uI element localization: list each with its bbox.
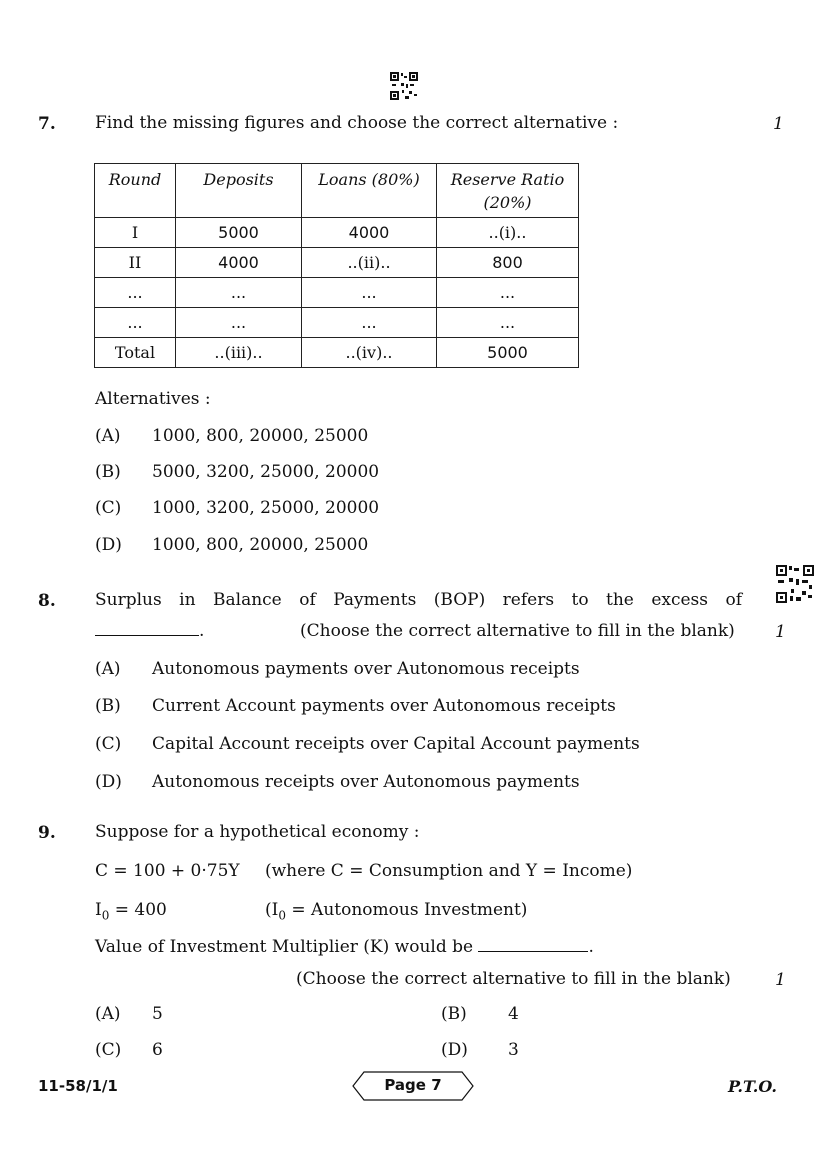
blank-line xyxy=(478,937,588,952)
table-cell: ... xyxy=(302,308,437,338)
blank-end: . xyxy=(588,937,594,957)
question-marks: 1 xyxy=(775,970,786,990)
option-label: (A) xyxy=(95,1004,121,1024)
table-cell: ... xyxy=(95,308,176,338)
table-header: Deposits xyxy=(176,164,302,218)
option-text: 1000, 800, 20000, 25000 xyxy=(152,426,369,446)
alternatives-label: Alternatives : xyxy=(95,389,211,409)
question-text: Suppose for a hypothetical economy : xyxy=(95,822,420,842)
option-label: (B) xyxy=(441,1004,467,1024)
option-text: Capital Account receipts over Capital Account payments xyxy=(152,734,640,754)
question-text xyxy=(95,590,742,610)
option-label: (C) xyxy=(95,498,122,518)
symbol: I xyxy=(95,900,102,920)
word: of xyxy=(299,590,316,610)
option-text: 1000, 3200, 25000, 20000 xyxy=(152,498,380,518)
table-cell: 5000 xyxy=(176,218,302,248)
equation-investment xyxy=(95,900,167,925)
pto-label: P.T.O. xyxy=(728,1077,777,1096)
data-table xyxy=(94,163,579,368)
page-number-badge xyxy=(352,1071,474,1101)
table-cell: ... xyxy=(176,278,302,308)
table-row xyxy=(95,278,579,308)
word: of xyxy=(725,590,742,610)
qr-code-top xyxy=(390,72,418,100)
option-label: (C) xyxy=(95,734,122,754)
table-cell: II xyxy=(95,248,176,278)
table-header: Round xyxy=(95,164,176,218)
question-text: Find the missing figures and choose the correct alternative : xyxy=(95,113,619,133)
subscript: 0 xyxy=(278,908,286,923)
table-cell: 800 xyxy=(437,248,579,278)
question-number: 8. xyxy=(38,591,56,611)
equation-note xyxy=(265,900,527,925)
table-cell: ... xyxy=(302,278,437,308)
table-cell: ... xyxy=(95,278,176,308)
option-label: (B) xyxy=(95,696,121,716)
word: excess xyxy=(651,590,709,610)
table-row xyxy=(95,248,579,278)
word: Balance xyxy=(213,590,282,610)
question-marks: 1 xyxy=(775,622,786,642)
option-text: 3 xyxy=(508,1040,519,1060)
option-text: 4 xyxy=(508,1004,519,1024)
question-marks: 1 xyxy=(773,114,784,134)
option-label: (D) xyxy=(95,535,122,555)
blank-line xyxy=(95,621,199,636)
question-text xyxy=(95,937,594,957)
table-cell: Total xyxy=(95,338,176,368)
table-cell: ... xyxy=(437,278,579,308)
word: Payments xyxy=(333,590,417,610)
word: (BOP) xyxy=(433,590,486,610)
word: to xyxy=(571,590,589,610)
instruction-text: (Choose the correct alternative to fill in the blank) xyxy=(300,621,735,641)
option-label: (D) xyxy=(95,772,122,792)
equation-consumption: C = 100 + 0·75Y xyxy=(95,861,240,881)
question-number: 7. xyxy=(38,114,56,134)
option-text: 5000, 3200, 25000, 20000 xyxy=(152,462,380,482)
table-cell: ..(i).. xyxy=(437,218,579,248)
table-header-line: Reserve Ratio xyxy=(450,170,565,189)
table-cell: ..(ii).. xyxy=(302,248,437,278)
note-right: = Autonomous Investment) xyxy=(286,900,528,920)
table-row xyxy=(95,308,579,338)
option-text: 5 xyxy=(152,1004,163,1024)
option-label: (D) xyxy=(441,1040,468,1060)
table-header-row xyxy=(95,164,579,218)
word: Surplus xyxy=(95,590,162,610)
table-header: Loans (80%) xyxy=(302,164,437,218)
blank-end: . xyxy=(199,621,205,641)
paper-code: 11-58/1/1 xyxy=(38,1077,118,1095)
option-text: 1000, 800, 20000, 25000 xyxy=(152,535,369,555)
table-cell: ... xyxy=(437,308,579,338)
table-cell: 4000 xyxy=(302,218,437,248)
note-left: (I xyxy=(265,900,279,920)
instruction-text: (Choose the correct alternative to fill in the blank) xyxy=(296,969,731,989)
word: refers xyxy=(502,590,555,610)
subscript: 0 xyxy=(101,908,110,923)
option-label: (A) xyxy=(95,659,121,679)
answer-blank xyxy=(95,621,204,641)
word: the xyxy=(606,590,634,610)
qr-code-side xyxy=(776,565,814,603)
page-number: Page 7 xyxy=(384,1076,442,1094)
option-label: (B) xyxy=(95,462,121,482)
question-number: 9. xyxy=(38,823,56,843)
option-text: 6 xyxy=(152,1040,163,1060)
word: in xyxy=(179,590,196,610)
table-cell: ..(iii).. xyxy=(176,338,302,368)
table-row xyxy=(95,218,579,248)
equation-note: (where C = Consumption and Y = Income) xyxy=(265,861,633,881)
option-text: Autonomous payments over Autonomous receipts xyxy=(152,659,580,679)
option-label: (C) xyxy=(95,1040,122,1060)
table-cell: ... xyxy=(176,308,302,338)
table-cell: I xyxy=(95,218,176,248)
question-stem: Value of Investment Multiplier (K) would be xyxy=(95,937,474,957)
option-text: Autonomous receipts over Autonomous payments xyxy=(152,772,580,792)
option-text: Current Account payments over Autonomous receipts xyxy=(152,696,616,716)
table-header-line: (20%) xyxy=(483,193,532,212)
table-cell: 5000 xyxy=(437,338,579,368)
table-cell: ..(iv).. xyxy=(302,338,437,368)
option-label: (A) xyxy=(95,426,121,446)
table-row xyxy=(95,338,579,368)
table-cell: 4000 xyxy=(176,248,302,278)
value: = 400 xyxy=(109,900,167,920)
table-header xyxy=(437,164,579,218)
